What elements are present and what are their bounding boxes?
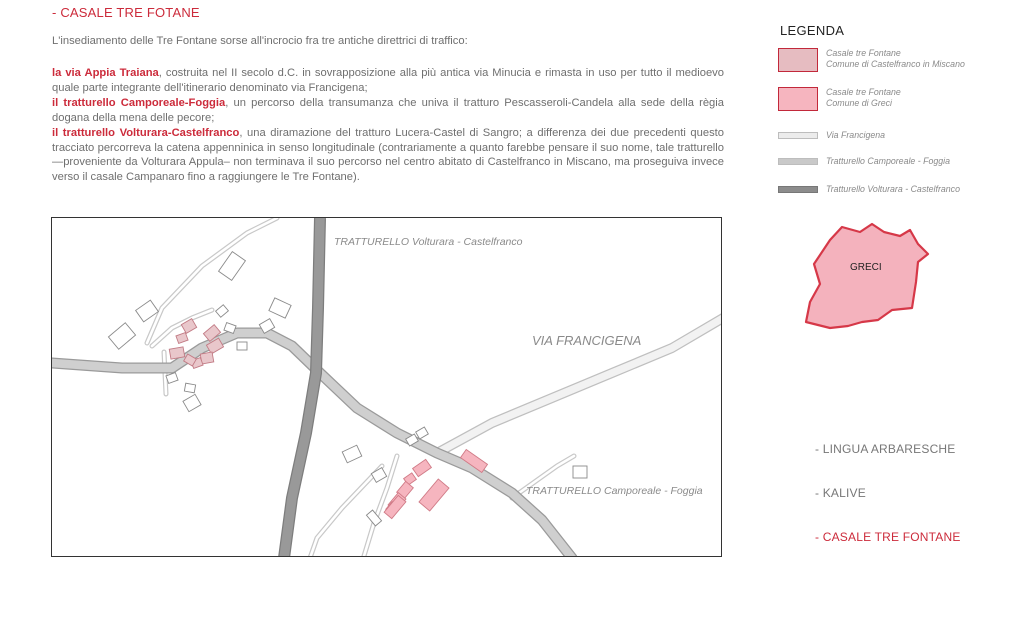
legend-swatch-volturara — [778, 186, 818, 193]
legend-label-camporeale: Tratturello Camporeale - Foggia — [826, 156, 951, 166]
map-canvas — [52, 218, 722, 557]
legend-swatch-castelfranco — [778, 48, 818, 72]
greci-shape — [800, 222, 932, 334]
legend-swatch-greci — [778, 87, 818, 111]
page-title: - CASALE TRE FOTANE — [52, 5, 200, 20]
legend-label-greci-line2: Comune di Greci — [826, 98, 893, 108]
paragraph-appia-title: la via Appia Traiana — [52, 67, 159, 79]
paragraph-volturara — [52, 126, 724, 184]
greci-outline — [806, 224, 928, 328]
greci-label: GRECI — [850, 262, 882, 273]
legend-swatch-camporeale — [778, 158, 818, 165]
local-roads — [147, 218, 574, 557]
intro-text: L'insediamento delle Tre Fontane sorse all'incrocio fra tre antiche direttrici di traffico: — [52, 35, 468, 47]
map-label-volturara: TRATTURELLO Volturara - Castelfranco — [334, 236, 523, 248]
paragraph-camporeale-body: , un percorso della transumanza che univa il tratturo Pescasseroli-Candela alla sede della règia dogana della mena delle pecore; — [52, 97, 724, 124]
legend-label-castelfranco-line2: Comune di Castelfranco in Miscano — [826, 59, 965, 69]
legend-swatch-francigena — [778, 132, 818, 139]
menu-casale-tre-fontane[interactable]: - CASALE TRE FONTANE — [815, 530, 961, 544]
buildings — [108, 252, 587, 526]
map-frame — [51, 217, 722, 557]
legend-label-francigena: Via Francigena — [826, 130, 886, 140]
casale-greci-buildings — [384, 449, 487, 518]
menu-kalive[interactable]: - KALIVE — [815, 486, 866, 500]
paragraph-camporeale — [52, 96, 724, 125]
legend-title: LEGENDA — [780, 23, 845, 38]
paragraph-volturara-body: , una diramazione del tratturo Lucera-Castel di Sangro; a differenza dei due precedenti questo tracciato percorreva la catena appenninica in senso longitudinale (contrariamente a quanto farebbe pensare il suo nome, tale tratturello —proveniente da Volturara Appula– non terminava il suo percorso nel centro abitato di Castelfranco in Miscano, ma proseguiva invece verso il casale Campanaro fino a raggiungere le Tre Fontane). — [52, 127, 724, 183]
legend-label-castelfranco — [826, 48, 965, 70]
map-label-camporeale: TRATTURELLO Camporeale - Foggia — [526, 485, 703, 497]
legend-label-volturara: Tratturello Volturara - Castelfranco — [826, 184, 960, 194]
paragraph-camporeale-title: il tratturello Camporeale-Foggia — [52, 97, 226, 109]
legend-label-castelfranco-line1: Casale tre Fontane — [826, 48, 901, 58]
legend-label-greci-line1: Casale tre Fontane — [826, 87, 901, 97]
legend-label-greci — [826, 87, 901, 109]
map-label-francigena: VIA FRANCIGENA — [532, 333, 642, 348]
greci-territory — [800, 222, 932, 334]
menu-lingua-arbaresche[interactable]: - LINGUA ARBARESCHE — [815, 442, 956, 456]
paragraph-appia — [52, 66, 724, 95]
paragraph-volturara-title: il tratturello Volturara-Castelfranco — [52, 127, 240, 139]
paragraph-appia-body: , costruita nel II secolo d.C. in sovrapposizione alla più antica via Minucia e rimasta in uso per tutto il medioevo quale parte integrante dell'itinerario denominato via Francigena; — [52, 67, 724, 94]
